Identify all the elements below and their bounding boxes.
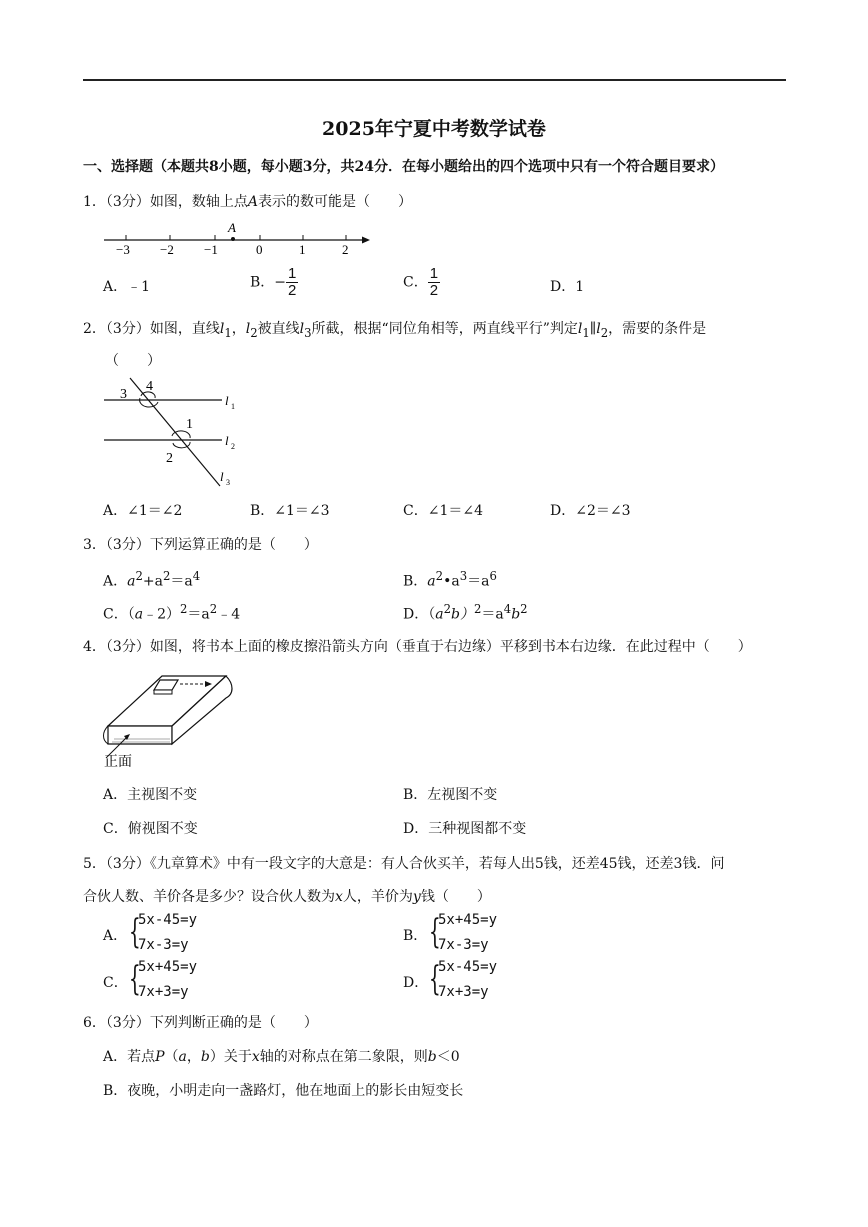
brace-icon: { (128, 912, 141, 952)
book-front-face (108, 726, 172, 744)
parallel-lines-figure (100, 374, 245, 494)
q1-option-d[interactable]: D．1 (550, 279, 585, 295)
q6-option-b[interactable]: B．夜晚，小明走向一盏路灯，他在地面上的影长由短变长 (103, 1083, 464, 1099)
q2-option-b[interactable]: B．∠1＝∠3 (250, 503, 330, 519)
question-5-stem-cont: 合伙人数、羊价各是多少？设合伙人数为x人，羊价为y钱（ ） (83, 889, 491, 905)
book-page-edge (104, 726, 109, 744)
q3-option-d[interactable]: D．$(a^2b)^2=a^4b^2$ (403, 602, 528, 623)
page-title: 2025年宁夏中考数学试卷 (322, 118, 546, 140)
number-line-figure (100, 222, 375, 258)
point-a-label: A (228, 222, 236, 235)
q5-option-a-system[interactable]: 5x-45=y 7x-3=y (138, 912, 198, 953)
q6-option-a[interactable]: A．若点P（a，b）关于x轴的对称点在第二象限，则b＜0 (103, 1049, 460, 1065)
brace-icon: { (428, 912, 441, 952)
brace-icon: { (128, 959, 141, 999)
q1-option-a[interactable]: A．﹣1 (103, 279, 151, 295)
angle-4-label: 4 (146, 379, 153, 394)
book-eraser-figure (100, 662, 235, 770)
section-heading: 一、选择题（本题共8小题，每小题3分，共24分．在每小题给出的四个选项中只有一个符合题目要求） (83, 159, 724, 175)
question-5-stem: 5．（3分）《九章算术》中有一段文字的大意是：有人合伙买羊，若每人出5钱，还差45钱，还差3钱．问 (83, 856, 725, 872)
q5-option-b-system[interactable]: 5x+45=y 7x-3=y (438, 912, 498, 953)
front-label: 正面 (104, 755, 132, 770)
tick-label: 2 (342, 242, 349, 257)
angle-1-label: 1 (186, 417, 193, 432)
q1-option-c[interactable]: C． $\frac{1}{2}$ (403, 265, 439, 299)
point-a-dot (231, 237, 235, 241)
q2-option-c[interactable]: C．∠1＝∠4 (403, 503, 483, 519)
q4-option-a[interactable]: A．主视图不变 (103, 787, 198, 803)
line-l1-label: l (225, 393, 229, 408)
question-3-stem: 3．（3分）下列运算正确的是（ ） (83, 537, 318, 553)
tick-label: −1 (204, 242, 218, 257)
q1-option-b[interactable]: B．− $\frac{1}{2}$ (250, 265, 297, 299)
question-6-stem: 6．（3分）下列判断正确的是（ ） (83, 1015, 318, 1031)
q5-option-a-label[interactable]: A． (103, 928, 128, 944)
q3-option-a[interactable]: A．$a^2+a^2=a^4$ (103, 569, 201, 590)
axis-arrow-icon (362, 237, 370, 244)
q4-option-b[interactable]: B．左视图不变 (403, 787, 498, 803)
q5-option-c-label[interactable]: C． (103, 975, 128, 991)
line-l1-sub: 1 (231, 402, 235, 411)
line-l2-sub: 2 (231, 442, 235, 451)
question-2-stem-cont: （ ） (105, 353, 161, 369)
line-l3-label: l (220, 469, 224, 484)
tick-label: −3 (116, 242, 130, 257)
eraser-side (154, 690, 172, 694)
angle-arc (140, 398, 158, 407)
angle-3-label: 3 (120, 387, 127, 402)
question-4-stem: 4．（3分）如图，将书本上面的橡皮擦沿箭头方向（垂直于右边缘）平移到书本右边缘．在此过程中（ ） (83, 639, 752, 655)
tick-label: −2 (160, 242, 174, 257)
line-l3-sub: 3 (226, 478, 230, 487)
header-rule (83, 79, 786, 81)
brace-icon: { (428, 959, 441, 999)
angle-2-label: 2 (166, 451, 173, 466)
tick-label: 0 (256, 242, 263, 257)
q2-option-d[interactable]: D．∠2＝∠3 (550, 503, 631, 519)
q5-option-c-system[interactable]: 5x+45=y 7x+3=y (138, 959, 198, 1000)
question-2-stem: 2．（3分）如图，直线$l_1$，$l_2$被直线$l_3$所截，根据“同位角相等，两直线平行”判定$l_1\parallel l_2$，需要的条件是 (83, 321, 707, 340)
axis-ticks (126, 235, 346, 240)
q3-option-b[interactable]: B．$a^2•a^3=a^6$ (403, 569, 497, 590)
question-1-stem: 1．（3分）如图，数轴上点A表示的数可能是（ ） (83, 194, 412, 210)
q4-option-d[interactable]: D．三种视图都不变 (403, 821, 527, 837)
tick-label: 1 (299, 242, 306, 257)
q3-option-c[interactable]: C．$(a﹣2)^2=a^2﹣4$ (103, 602, 241, 623)
q5-option-d-label[interactable]: D． (403, 975, 429, 991)
q5-option-b-label[interactable]: B． (403, 928, 428, 944)
q2-option-a[interactable]: A．∠1＝∠2 (103, 503, 183, 519)
q5-option-d-system[interactable]: 5x-45=y 7x+3=y (438, 959, 498, 1000)
q4-option-c[interactable]: C．俯视图不变 (103, 821, 198, 837)
line-l2-label: l (225, 433, 229, 448)
